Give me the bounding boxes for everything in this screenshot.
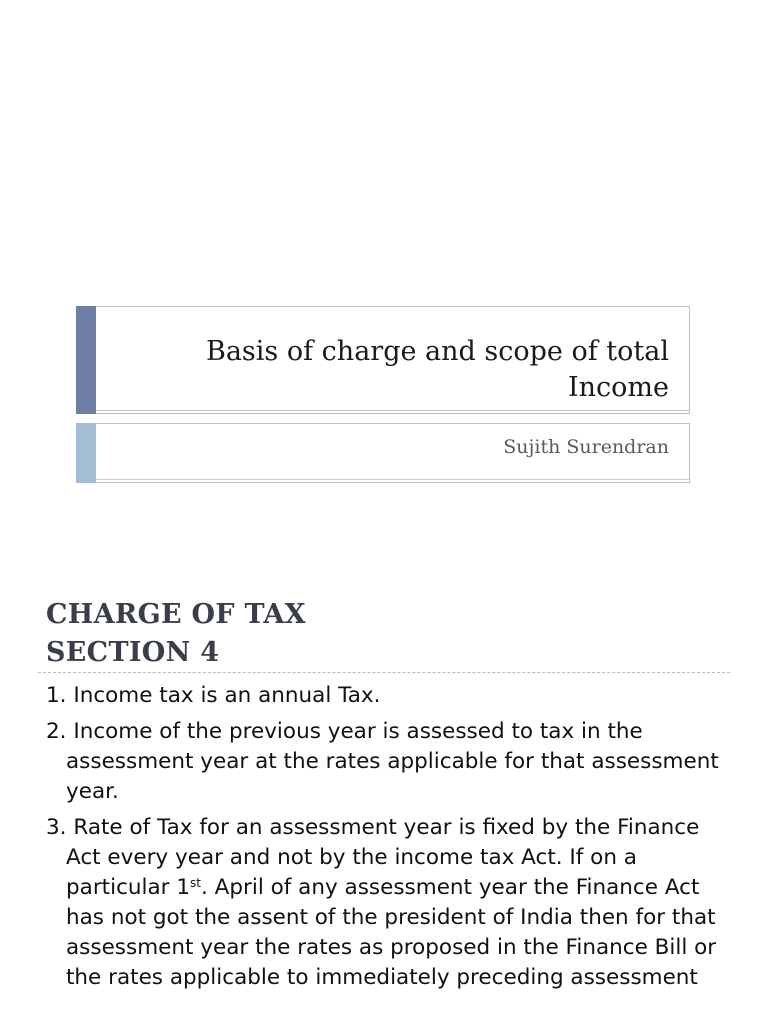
point-text-continued: . April of any assessment year the Finance Act has not got the assent of the president of India then for that assessment year the rates as proposed in the Finance Bill or the rates applicable to immediately preceding assessment	[66, 875, 717, 990]
list-item	[46, 813, 736, 993]
slide-title: Basis of charge and scope of total Income	[205, 336, 669, 403]
content-slide	[0, 540, 768, 1024]
ordinal-superscript: st	[190, 876, 201, 890]
title-divider	[96, 410, 689, 411]
subtitle-accent-bar	[76, 423, 96, 483]
list-item	[46, 717, 736, 807]
title-box	[76, 306, 690, 414]
subtitle-box	[76, 423, 690, 483]
heading-line-1: CHARGE OF TAX	[46, 599, 306, 630]
point-text: 2. Income of the previous year is assessed to tax in the assessment year at the rates applicable for that assessment year.	[46, 719, 719, 804]
point-text: 3. Rate of Tax for an assessment year is fixed by the Finance Act every year and not by the income tax Act. If on a particular 1	[46, 815, 700, 900]
slide-heading	[46, 596, 306, 672]
subtitle-divider	[96, 479, 689, 480]
points-list	[46, 681, 736, 999]
heading-divider	[38, 672, 730, 673]
heading-line-2: SECTION 4	[46, 637, 220, 668]
title-accent-bar	[76, 306, 96, 414]
list-item	[46, 681, 736, 711]
point-text: 1. Income tax is an annual Tax.	[46, 683, 381, 708]
author-name: Sujith Surendran	[503, 436, 669, 458]
